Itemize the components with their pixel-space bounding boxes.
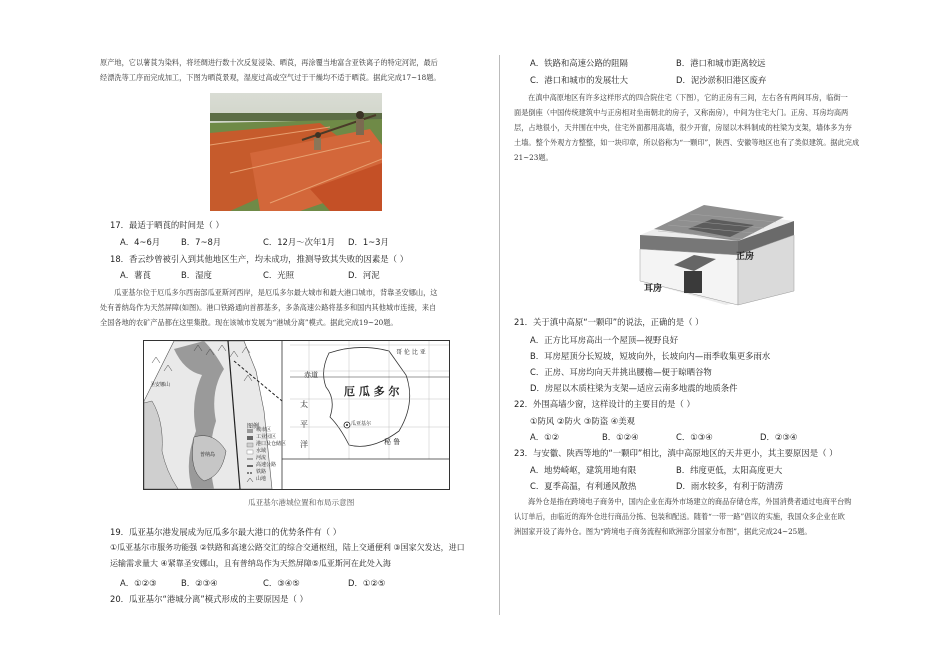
question-18: 18．香云纱曾被引入到其他地区生产，均未成功，推测导致其失败的因素是（ ）: [110, 254, 409, 264]
legend-item: 城市区: [256, 427, 272, 433]
option[interactable]: D．②③④: [760, 432, 798, 442]
legend-item: 水域: [256, 448, 267, 454]
paragraph-line: 认订单后，由临近的海外仓进行商品分拣、包装和配送。随着“一带一路”倡议的实施，我国众多企业在欧: [514, 512, 845, 521]
legend-item: 港口及仓储区: [256, 441, 287, 447]
question-22: 22．外围高墙少窗，这样设计的主要目的是（ ）: [514, 399, 695, 409]
question-item-line: 运输需求量大 ④紧靠圣安娜山，且有普纳岛作为天然屏障⑤瓜亚斯河在此处入海: [110, 559, 391, 568]
option[interactable]: B．7~8月: [181, 237, 222, 247]
drying-cloth-photo: [210, 93, 382, 211]
option[interactable]: B．港口和城市距离较远: [676, 58, 766, 68]
option[interactable]: B．②③④: [181, 578, 218, 588]
paragraph-line: 21~23题。: [514, 153, 553, 162]
option[interactable]: B．纬度更低，太阳高度更大: [676, 465, 783, 475]
question-20: 20．瓜亚基尔“港城分离”模式形成的主要原因是（ ）: [110, 594, 308, 604]
option[interactable]: C．光照: [263, 270, 294, 280]
map-label-equator: 赤道: [304, 371, 318, 379]
map-legend: [256, 427, 286, 483]
option[interactable]: C．夏季高温，有利通风散热: [530, 481, 637, 491]
paragraph-line: 海外仓是指在跨境电子商务中，国内企业在海外市场建立的商品存储仓库，外国消费者通过电商平台购: [528, 497, 852, 506]
question-item-line: ①瓜亚基尔市服务功能强 ②铁路和高速公路交汇的综合交通枢纽，陆上交通便利 ③国家欠发达，进口: [110, 543, 465, 552]
paragraph-line: 层，占地很小，天井围在中央，住宅外面都用高墙，很少开窗，房屋以木料制成的柱梁为支架，墙体多为夯: [514, 123, 852, 132]
option[interactable]: D．雨水较多，有利于防清涝: [676, 481, 783, 491]
map-label-ocean: 洋: [300, 440, 308, 449]
option[interactable]: C．12月～次年1月: [263, 237, 336, 247]
map-label-hill: 圣安娜山: [150, 382, 171, 388]
paragraph-line: 土墙。整个外观方方整整，如一块印章，所以俗称为“一颗印”，陕西、安徽等地区也有了类似建筑。据此完成: [514, 138, 860, 147]
question-21: 21．关于滇中高原“一颗印”的说法，正确的是（ ）: [514, 317, 704, 327]
map-label-island: 普纳岛: [200, 452, 216, 458]
question-19-items: [110, 540, 486, 572]
question-22-items: ①防风 ②防火 ③防盗 ④美观: [530, 416, 636, 426]
option[interactable]: A．①②: [530, 432, 560, 442]
paragraph-line: 洲国家开设了海外仓。图为“跨境电子商务流程和欧洲部分国家分布图”，据此完成24~25题。: [514, 527, 812, 536]
legend-item: 工业园区: [256, 434, 277, 440]
map-legend-title: 图例: [247, 423, 260, 430]
question-23: 23．与安徽、陕西等地的“一颗印”相比，滇中高原地区的天井更小，其主要原因是（ ）: [514, 448, 838, 458]
option[interactable]: C．③④⑤: [263, 578, 300, 588]
guayaquil-paragraph: [100, 285, 486, 330]
option[interactable]: D．河泥: [348, 270, 380, 280]
option[interactable]: B．①②④: [602, 432, 639, 442]
map-label-country: 厄 瓜 多 尔: [344, 385, 400, 398]
option[interactable]: D．1~3月: [348, 237, 389, 247]
label-main-room: 正房: [736, 252, 755, 262]
intro-paragraph: [100, 55, 486, 85]
paragraph-line: 处有普纳岛作为天然屏障(如图)。港口铁路通向首都基多，多条高速公路将基多和国内其他城市连接，来自: [100, 303, 437, 312]
option[interactable]: B．湿度: [181, 270, 212, 280]
option[interactable]: C．港口和城市的发展壮大: [530, 75, 628, 85]
paragraph-line: 在滇中高原地区有许多这样形式的四合院住宅（下图），它的正房有三间，左右各有两间耳房，临街一: [528, 93, 848, 102]
legend-item: 高速公路: [256, 462, 277, 468]
option[interactable]: A．4~6月: [120, 237, 161, 247]
option[interactable]: A．①②③: [120, 578, 157, 588]
overseas-warehouse-paragraph: [514, 494, 904, 539]
option[interactable]: B．耳房屋顶分长短坡，短坡向外，长坡向内—雨季收集更多雨水: [530, 351, 771, 361]
yikeyin-paragraph: [514, 90, 904, 165]
paragraph-line: 全国各地的农矿产品都在这里集散。现在该城市发展为“港城分离”模式。据此完成19~20题。: [100, 318, 398, 327]
label-side-room: 耳房: [644, 284, 663, 294]
column-divider: [499, 55, 500, 615]
option[interactable]: A．地势崎岖，建筑用地有限: [530, 465, 637, 475]
paragraph-line: 面是倒座（中国传统建筑中与正房相对坐南朝北的房子，又称南房），中间为住宅大门。正房、耳房均高两: [514, 108, 849, 117]
paragraph-line: 瓜亚基尔位于厄瓜多尔西南部瓜亚斯河西岸，是厄瓜多尔最大城市和最大港口城市，背靠圣安娜山，这: [114, 288, 438, 297]
guayaquil-map: [143, 340, 450, 490]
map-label-city: 瓜亚基尔: [351, 421, 372, 427]
option[interactable]: C．正房、耳房均向天井挑出腰檐—便于晾晒谷物: [530, 367, 712, 377]
legend-item: 河流: [256, 455, 267, 461]
option[interactable]: A．薯莨: [120, 270, 151, 280]
courtyard-house-illustration: [634, 195, 798, 307]
option[interactable]: D．泥沙淤积旧港区废弃: [676, 75, 767, 85]
intro-line: 经漂洗等工序而完成加工，下图为晒莨景观，湿度过高或空气过于干燥均不适于晒莨。据此完成17~18题。: [100, 73, 441, 82]
map-label-ocean: 太: [300, 400, 308, 409]
option[interactable]: D．房屋以木质柱梁为支架—适应云南多地震的地质条件: [530, 383, 738, 393]
map-label-colombia: 哥 伦 比 亚: [396, 349, 426, 356]
map-label-peru: 秘 鲁: [384, 438, 401, 446]
option[interactable]: C．①③④: [676, 432, 713, 442]
option[interactable]: D．①②⑤: [348, 578, 386, 588]
map-caption: 瓜亚基尔港城位置和布局示意图: [248, 498, 355, 507]
map-label-ocean: 平: [300, 420, 308, 429]
option[interactable]: A．铁路和高速公路的阻隔: [530, 58, 628, 68]
option[interactable]: A．正方比耳房高出一个屋顶—视野良好: [530, 335, 679, 345]
legend-item: 山地: [256, 476, 267, 482]
legend-item: 铁路: [256, 469, 267, 475]
question-17: 17．最适于晒莨的时间是（ ）: [110, 220, 224, 230]
intro-line: 原产地，它以薯莨为染料，将坯绸进行数十次反复浸染、晒莨，再涂覆当地富含亚铁离子的特定河泥，最后: [100, 58, 438, 67]
question-19: 19．瓜亚基尔港发展成为厄瓜多尔最大港口的优势条件有（ ）: [110, 527, 342, 537]
